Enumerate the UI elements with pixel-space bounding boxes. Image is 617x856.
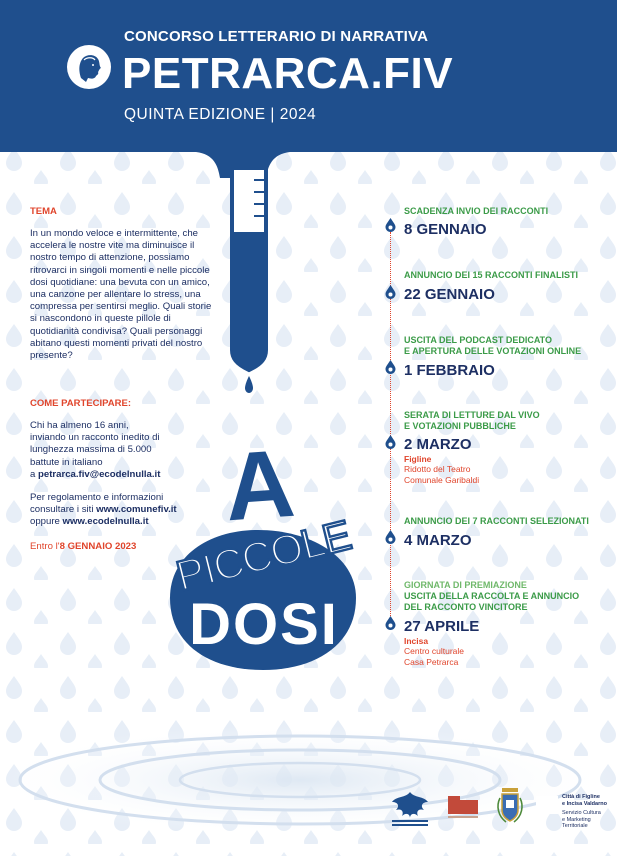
timeline-pin-icon	[385, 530, 396, 544]
artwork-word-dosi: DOSI	[189, 592, 339, 657]
site-link-ecodelnulla[interactable]: www.ecodelnulla.it	[62, 516, 149, 528]
participate-label: COME PARTECIPARE:	[30, 398, 131, 409]
comune-crest-icon	[496, 786, 524, 826]
email-link[interactable]: petrarca.fiv@ecodelnulla.it	[38, 468, 161, 480]
participate-line-2: inviando un racconto inedito di	[30, 432, 160, 444]
timeline-event	[404, 335, 581, 380]
event-place: Incisa	[404, 636, 429, 646]
event-date: 8 GENNAIO	[404, 221, 487, 238]
timeline-pin-icon	[385, 435, 396, 449]
info-line-3: oppure	[30, 516, 63, 528]
footer-city-1: Città di Figline	[562, 794, 600, 800]
footer-city-2: e Incisa Valdarno	[562, 800, 607, 807]
event-place: Figline	[404, 454, 432, 464]
event-date: 1 FEBBRAIO	[404, 362, 495, 379]
event-venue-1: Centro culturale	[404, 646, 465, 656]
event-label-2: E VOTAZIONI PUBBLICHE	[404, 421, 516, 431]
header-edition: QUINTA EDIZIONE | 2024	[124, 106, 317, 123]
deadline-prefix: Entro l'	[30, 540, 60, 552]
event-label-3: DEL RACCONTO VINCITORE	[404, 602, 528, 612]
info-line-2: consultare i siti	[30, 504, 97, 516]
eco-del-nulla-logo-icon	[388, 788, 432, 828]
event-label: SCADENZA INVIO DEI RACCONTI	[404, 206, 549, 216]
event-venue-2: Comunale Garibaldi	[404, 474, 480, 485]
header-title: PETRARCA.FIV	[122, 49, 454, 98]
participate-line-1: Chi ha almeno 16 anni,	[30, 420, 129, 431]
timeline-pin-icon	[385, 616, 396, 630]
participate-line-4: battute in italiano	[30, 456, 103, 468]
artwork-word-piccole: PICCOLE	[171, 511, 356, 600]
timeline-event	[404, 410, 540, 485]
event-label: USCITA DEL PODCAST DEDICATO	[404, 335, 553, 345]
event-date: 22 GENNAIO	[404, 286, 495, 303]
event-label: ANNUNCIO DEI 15 RACCONTI FINALISTI	[404, 270, 579, 280]
event-venue-1: Ridotto del Teatro	[404, 464, 471, 474]
deadline-date: 8 GENNAIO 2023	[59, 540, 137, 552]
header-subtitle: CONCORSO LETTERARIO DI NARRATIVA	[124, 28, 429, 45]
site-link-comune[interactable]: www.comunefiv.it	[96, 504, 177, 516]
event-label: GIORNATA DI PREMIAZIONE	[404, 580, 527, 590]
event-label-2: USCITA DELLA RACCOLTA E ANNUNCIO	[404, 591, 580, 601]
participate-line-3: lunghezza massima di 5.000	[30, 444, 152, 456]
theme-text: In un mondo veloce e intermittente, che accelera le nostre vite ma diminuisce il nostro tempo di attenzione, possiamo ritrovarci in singoli momenti e nelle piccole dosi quotidiane: una bevuta con un amico, una canzone per allentare lo stress, una compressa per sentirsi meglio. Quali storie si nascondono in queste pillole di quotidianità condivisa? Quali personaggi abitano questi momenti privati del nostro presente?	[30, 228, 212, 362]
petrarca-logo-icon	[66, 44, 112, 90]
artwork-word-a: A	[221, 429, 298, 542]
event-label: SERATA DI LETTURE DAL VIVO	[404, 410, 540, 420]
timeline-event	[404, 206, 548, 239]
timeline-event	[404, 516, 589, 550]
footer-institution	[562, 794, 617, 830]
info-line-1: Per regolamento e informazioni	[30, 492, 164, 504]
theme-label: TEMA	[30, 206, 57, 217]
footer-dept-1: Servizio Cultura	[562, 810, 601, 816]
event-date: 27 APRILE	[404, 618, 480, 635]
timeline-pin-icon	[385, 285, 396, 299]
servizio-cultura-mark-icon	[536, 796, 558, 814]
timeline-event	[404, 270, 578, 304]
timeline-event	[404, 580, 579, 667]
event-label-2: E APERTURA DELLE VOTAZIONI ONLINE	[404, 346, 582, 356]
timeline-pin-icon	[385, 360, 396, 374]
timeline-pin-icon	[385, 218, 396, 232]
header-banner	[0, 0, 617, 150]
dropper-vial-artwork	[150, 150, 380, 690]
event-venue-2: Casa Petrarca	[404, 656, 459, 667]
event-date: 2 MARZO	[404, 436, 472, 453]
participate-line-5: a	[30, 468, 39, 480]
event-label: ANNUNCIO DEI 7 RACCONTI SELEZIONATI	[404, 516, 589, 526]
footer-dept-2: e Marketing Territoriale	[562, 816, 591, 829]
event-date: 4 MARZO	[404, 532, 472, 549]
casa-petrarca-logo-icon	[446, 794, 480, 820]
